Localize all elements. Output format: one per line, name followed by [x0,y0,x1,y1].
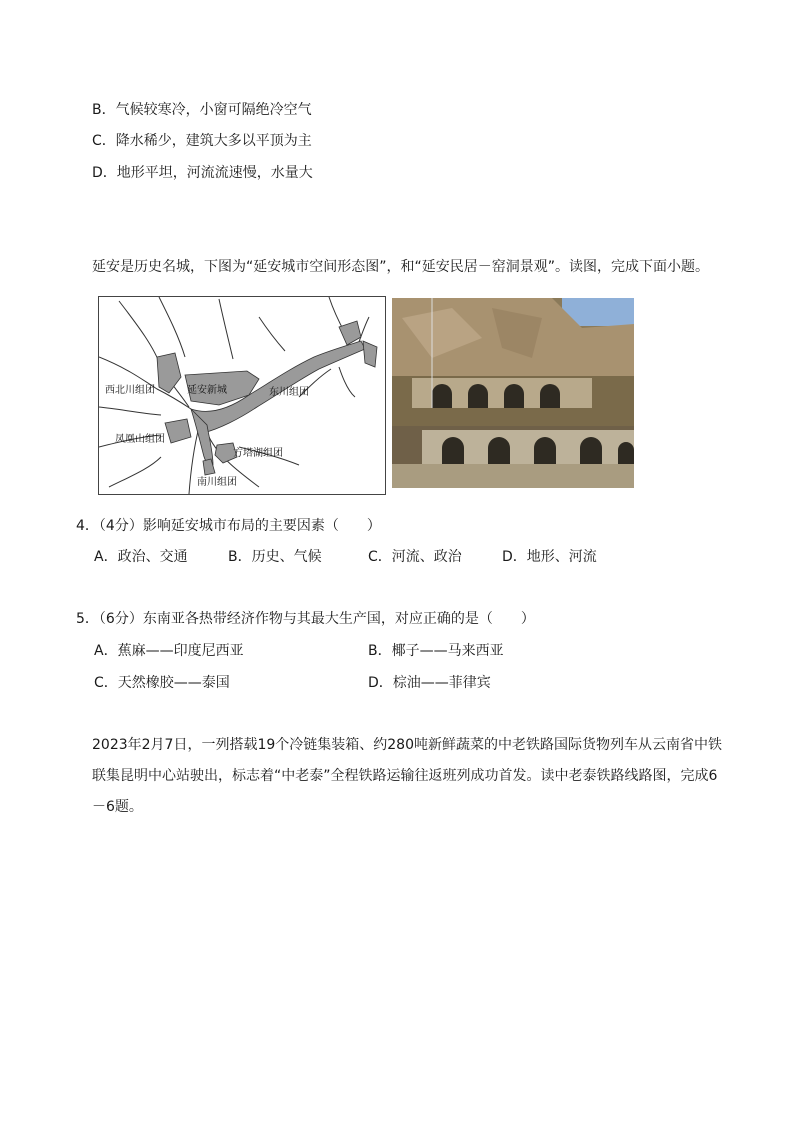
option-b-prev: B．气候较寒冷，小窗可隔绝冷空气 [92,102,312,118]
passage-paragraph: 2023年2月7日，一列搭载19个冷链集装箱、约280吨新鲜蔬菜的中老铁路国际货物列车从云南省中铁联集昆明中心站驶出，标志着“中老泰”全程铁路运输往返班列成功首发。读中老泰铁路线路图，完成6－6题。 [92,737,722,815]
option-c-prev: C．降水稀少，建筑大多以平顶为主 [92,133,312,149]
q5-option-a: A．蕉麻——印度尼西亚 [94,643,244,659]
intro-paragraph: 延安是历史名城，下图为“延安城市空间形态图”，和“延安民居－窑洞景观”。读图，完成下面小题。 [92,259,710,275]
q4-option-b: B．历史、气候 [228,549,322,565]
q4-option-a: A．政治、交通 [94,549,188,565]
label-yanan-new: 延安新城 [187,385,227,396]
q5-option-d: D．棕油——菲律宾 [368,675,491,691]
label-xibeichuan: 西北川组团 [105,385,155,396]
label-dongchuan: 东川组团 [269,387,309,398]
q5-option-c: C．天然橡胶——泰国 [94,675,230,691]
cave-dwelling-photo [392,298,634,488]
q5-stem: 5．（6分）东南亚各热带经济作物与其最大生产国，对应正确的是（ ） [76,611,535,627]
label-nanchuan: 南川组团 [197,477,237,488]
q4-option-c: C．河流、政治 [368,549,462,565]
q5-option-b: B．椰子——马来西亚 [368,643,504,659]
yanan-city-map [98,296,386,495]
q4-option-d: D．地形、河流 [502,549,597,565]
map-svg [99,297,385,494]
q4-stem: 4．（4分）影响延安城市布局的主要因素（ ） [76,518,381,534]
photo-svg [392,298,634,488]
option-d-prev: D．地形平坦，河流流速慢，水量大 [92,165,313,181]
label-fenghuangshan: 凤凰山组团 [115,434,165,445]
label-fangtahu: 方塔湖组团 [233,448,283,459]
